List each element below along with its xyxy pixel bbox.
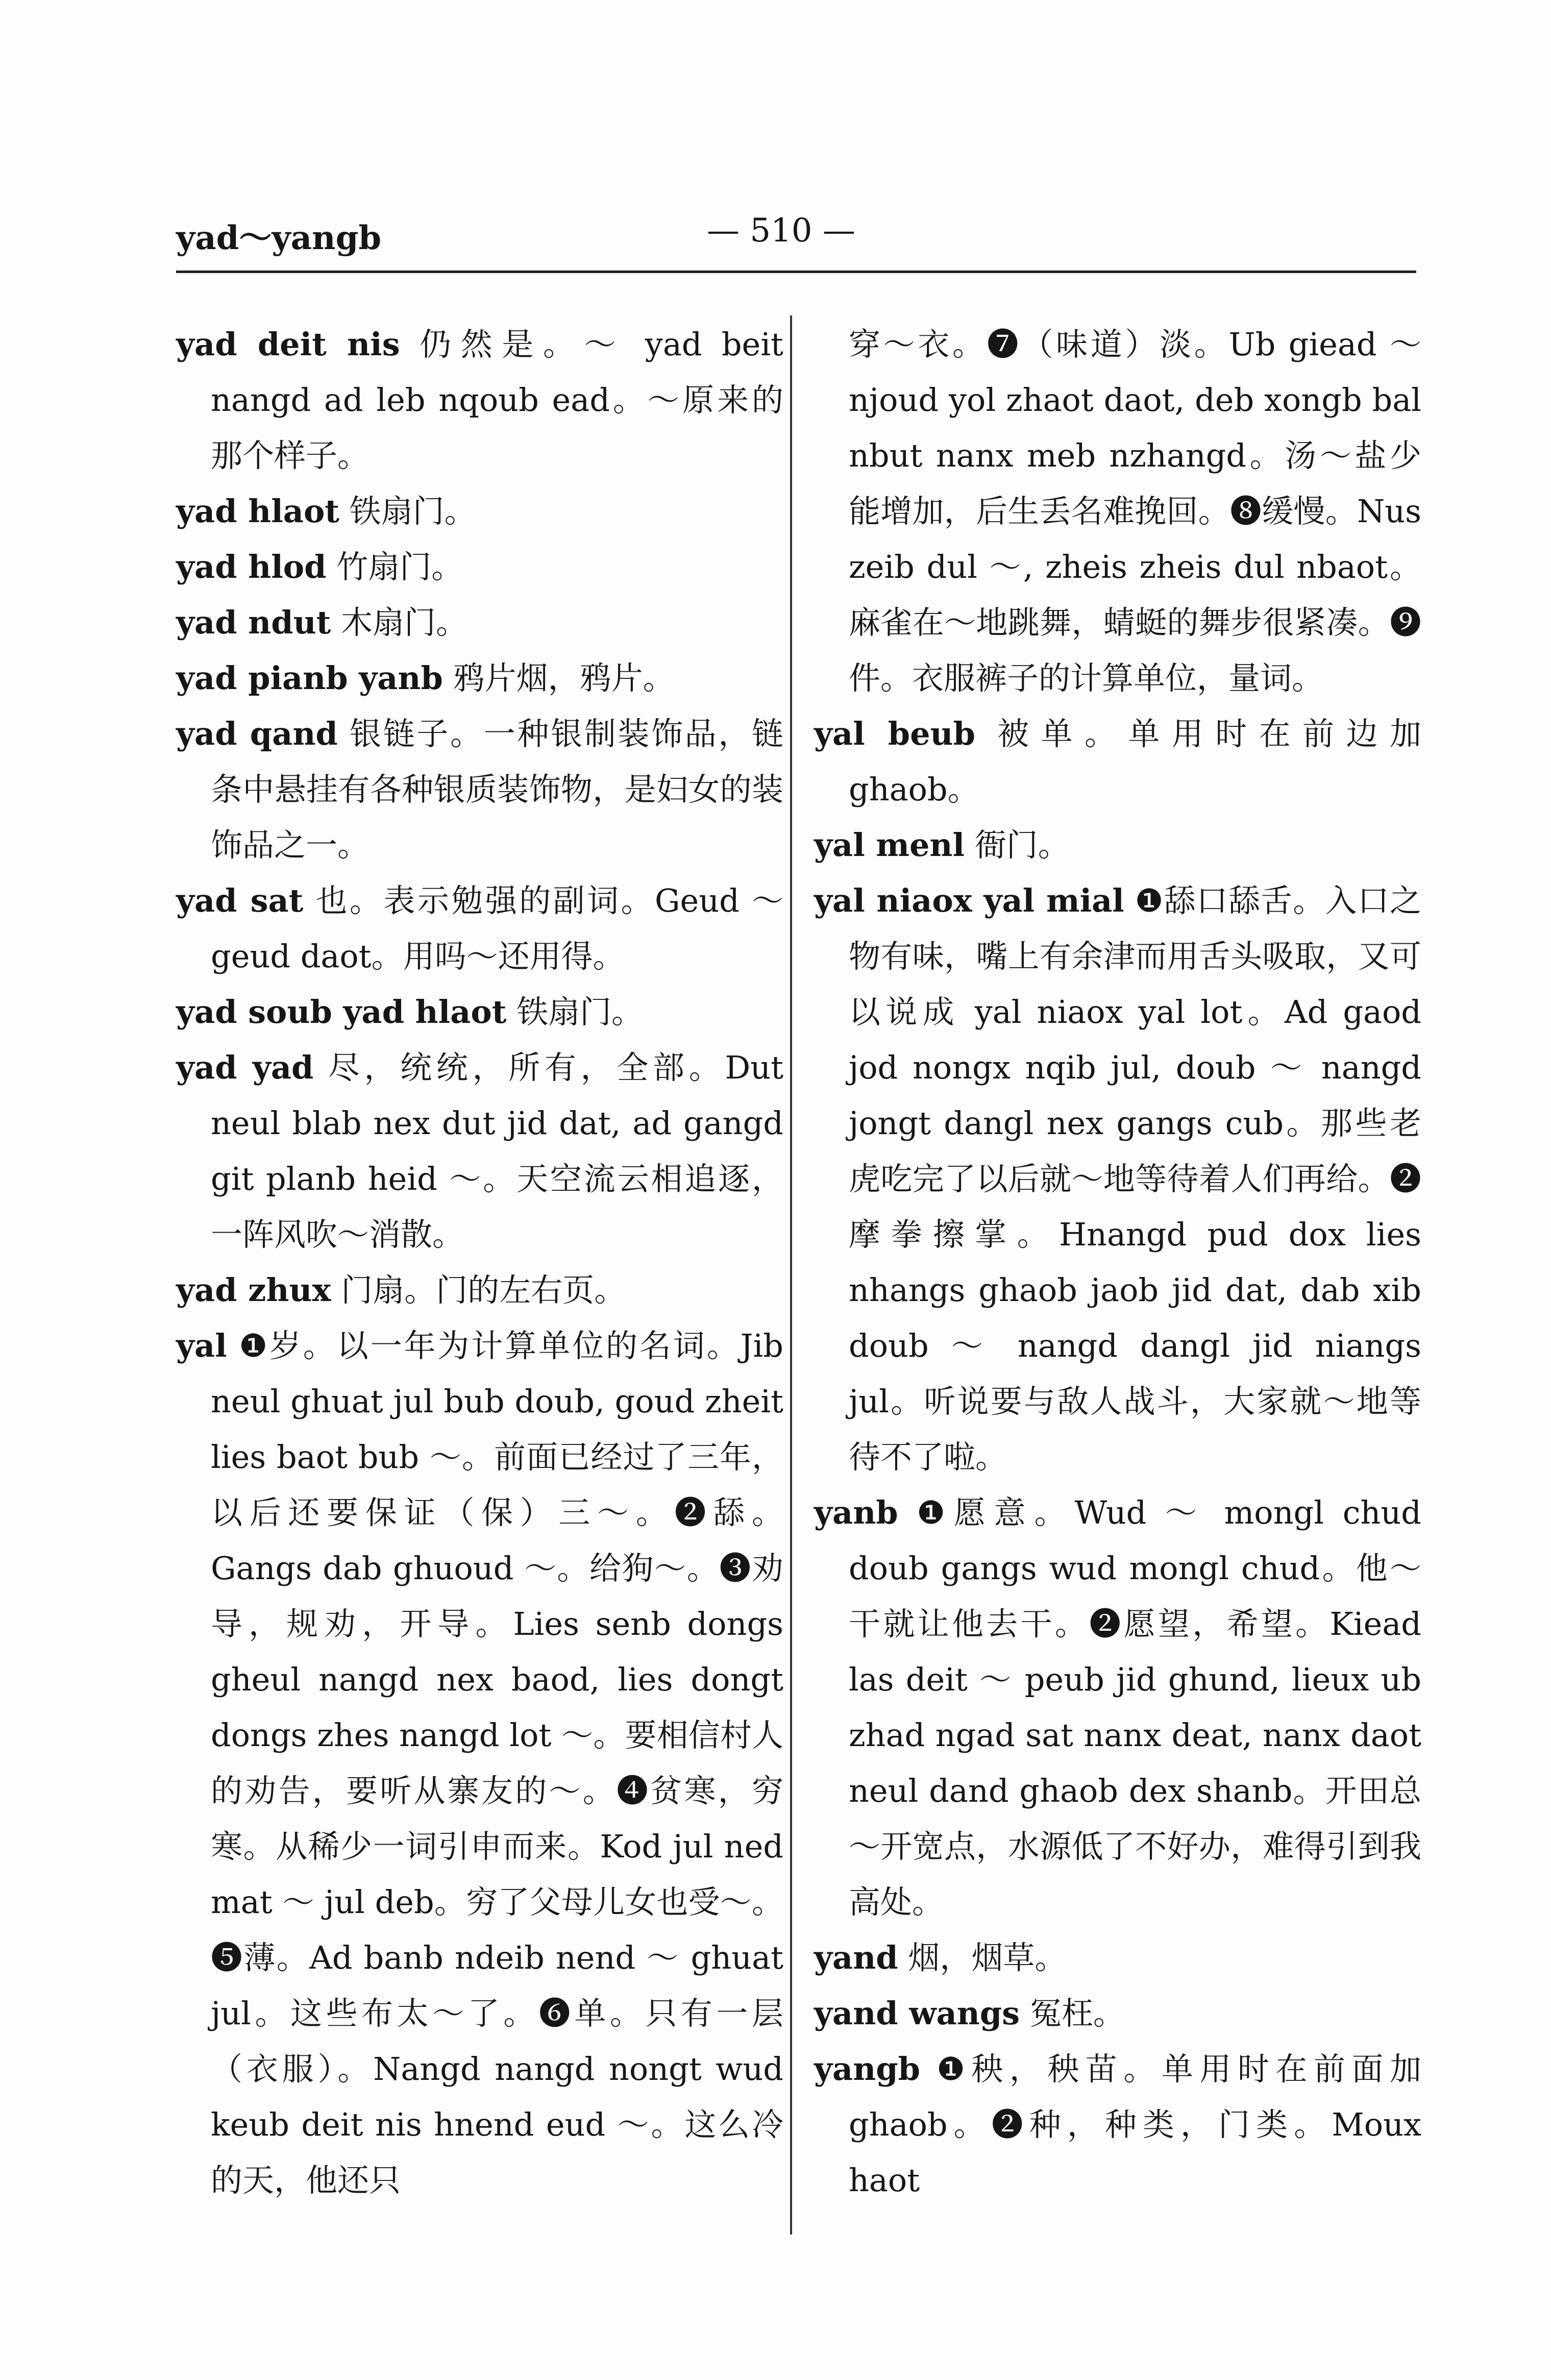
left-column [176, 316, 783, 2208]
entry-term: yad soub yad hlaot [176, 993, 507, 1030]
entry [176, 483, 783, 539]
entry-term: yad yad [176, 1049, 314, 1086]
entry [814, 706, 1421, 817]
entry-definition: ❶秧，秧苗。单用时在前面加 ghaob。❷种，种类，门类。Moux haot [849, 2050, 1421, 2199]
right-column [814, 316, 1421, 2208]
entry-definition: 也。表示勉强的副词。Geud ～ geud daot。用吗～还用得。 [211, 882, 784, 975]
entry-definition: 门扇。门的左右页。 [341, 1271, 626, 1309]
entry [176, 1262, 783, 1318]
entry-term: yal [176, 1327, 227, 1364]
entry-term: yad hlaot [176, 493, 339, 530]
entry-definition: 铁扇门。 [349, 493, 476, 530]
entry [814, 1485, 1421, 1930]
entry-definition: 银链子。一种银制装饰品，链条中悬挂有各种银质装饰物，是妇女的装饰品之一。 [211, 715, 783, 864]
entry-term: yad sat [176, 882, 304, 919]
entry [176, 1040, 783, 1262]
entry [814, 1985, 1421, 2041]
entry-term: yand wangs [814, 1995, 1020, 2032]
entry [814, 2041, 1421, 2208]
entry-term: yal beub [814, 715, 975, 752]
entry-term: yad qand [176, 715, 338, 752]
entry [176, 873, 783, 984]
entry-term: yad deit nis [176, 326, 400, 363]
entry [176, 539, 783, 595]
entry-definition: 竹扇门。 [336, 548, 463, 585]
entry-continuation [814, 316, 1421, 706]
entry-definition: 被单。单用时在前边加 ghaob。 [849, 715, 1421, 808]
entry-term: yand [814, 1939, 898, 1976]
entry-term: yal niaox yal mial [814, 882, 1124, 919]
entry [176, 706, 783, 873]
entry-term: yanb [814, 1494, 898, 1531]
running-head: yad～yangb [176, 219, 382, 257]
entry-definition: 衙门。 [974, 826, 1070, 864]
entry-definition: ❶岁。以一年为计算单位的名词。Jib neul ghuat jul bub doub, goud zheit lies baot bub ～。前面已经过了三年，以后还要保证（保）三～。❷舔。Gangs dab ghuoud ～。给狗～。❸劝导，规劝，开导。Lies senb dongs gheul nangd nex baod, lies dongt dongs zhes nangd lot ～。要相信村人的劝告，要听从寨友的～。❹贫寒，穷寒。从稀少一词引申而来。Kod jul ned mat ～ jul deb。穷了父母儿女也受～。❺薄。Ad banb ndeib nend ～ ghuat jul。这些布太～了。❻单。只有一层（衣服）。Nangd nangd nongt wud keub deit nis hnend eud ～。这么冷的天，他还只 [211, 1327, 783, 2199]
entry [814, 873, 1421, 1485]
entry-definition: 铁扇门。 [516, 993, 644, 1030]
entry-definition: 仍然是。～ yad beit nangd ad leb nqoub ead。～原来的那个样子。 [211, 326, 783, 474]
entry-term: yad pianb yanb [176, 659, 443, 697]
page-number: — 510 — [707, 212, 855, 250]
entry-term: yad ndut [176, 604, 331, 641]
entry-term: yal menl [814, 826, 965, 864]
entry-definition: 鸦片烟，鸦片。 [453, 659, 675, 697]
entry-definition: ❶舔口舔舌。入口之物有味，嘴上有余津而用舌头吸取，又可以说成 yal niaox yal lot。Ad gaod jod nongx nqib jul, doub ～ nangd jongt dangl nex gangs cub。那些老虎吃完了以后就～地等待着人们再给。❷摩拳擦掌。Hnangd pud dox lies nhangs ghaob jaob jid dat, dab xib doub ～ nangd dangl jid niangs jul。听说要与敌人战斗，大家就～地等待不了啦。 [849, 882, 1421, 1476]
entry-definition: ❶愿意。Wud ～ mongl chud doub gangs wud mongl chud。他～干就让他去干。❷愿望，希望。Kiead las deit ～ peub jid ghund, lieux ub zhad ngad sat nanx deat, nanx daot neul dand ghaob dex shanb。开田总～开宽点，水源低了不好办，难得引到我高处。 [849, 1494, 1421, 1921]
header-rule [176, 271, 1416, 273]
entry-definition: 尽，统统，所有，全部。Dut neul blab nex dut jid dat, ad gangd git planb heid ～。天空流云相追逐，一阵风吹～消散。 [211, 1049, 783, 1253]
entry-term: yad hlod [176, 548, 327, 585]
entry [176, 595, 783, 650]
entry [176, 984, 783, 1040]
entry-definition: 穿～衣。❼（味道）淡。Ub giead ～ njoud yol zhaot daot, deb xongb bal nbut nanx meb nzhangd。汤～盐少能增加，后生丢名难挽回。❽缓慢。Nus zeib dul ～, zheis zheis dul nbaot。麻雀在～地跳舞，蜻蜓的舞步很紧凑。❾件。衣服裤子的计算单位，量词。 [849, 326, 1421, 697]
entry [814, 817, 1421, 873]
entry-definition: 木扇门。 [341, 604, 468, 641]
entry [814, 1930, 1421, 1985]
entry [176, 316, 783, 483]
column-divider [790, 315, 792, 2235]
entry [176, 650, 783, 706]
entry-term: yad zhux [176, 1271, 331, 1309]
entry-definition: 冤枉。 [1029, 1995, 1125, 2032]
entry-definition: 烟，烟草。 [908, 1939, 1067, 1976]
entry-term: yangb [814, 2050, 920, 2088]
entry [176, 1318, 783, 2208]
